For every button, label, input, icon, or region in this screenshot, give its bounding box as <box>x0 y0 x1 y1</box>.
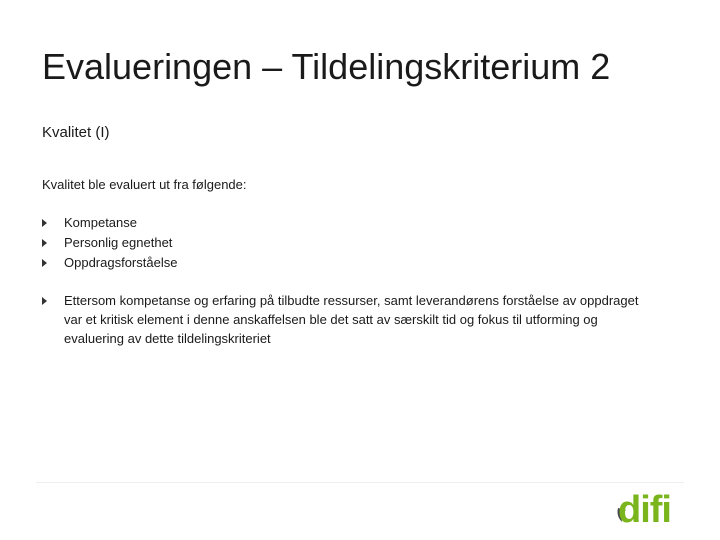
triangle-bullet-icon <box>42 219 47 227</box>
list-item <box>42 253 642 273</box>
list-item <box>42 233 642 253</box>
paragraph-list <box>42 291 642 348</box>
list-item <box>42 213 642 233</box>
slide-subtitle: Kvalitet (I) <box>42 124 110 141</box>
slide-title: Evalueringen – Tildelingskriterium 2 <box>42 46 611 87</box>
triangle-bullet-icon <box>42 239 47 247</box>
criterion-label: Kompetanse <box>64 215 137 230</box>
triangle-bullet-icon <box>42 259 47 267</box>
criteria-list <box>42 213 642 273</box>
criterion-label: Oppdragsforståelse <box>64 255 178 270</box>
list-item <box>42 291 642 348</box>
intro-text: Kvalitet ble evaluert ut fra følgende: <box>42 177 247 192</box>
footer-divider <box>36 482 684 483</box>
paragraph-text: Ettersom kompetanse og erfaring på tilbudte ressurser, samt leverandørens forståelse av oppdraget var et kritisk element i denne anskaffelsen ble det satt av særskilt tid og fokus til utforming og evaluering av dette tildelingskriteriet <box>64 293 639 346</box>
criterion-label: Personlig egnethet <box>64 235 173 250</box>
difi-logo <box>616 486 688 526</box>
logo-wordmark: difi <box>618 489 671 526</box>
triangle-bullet-icon <box>42 297 47 305</box>
